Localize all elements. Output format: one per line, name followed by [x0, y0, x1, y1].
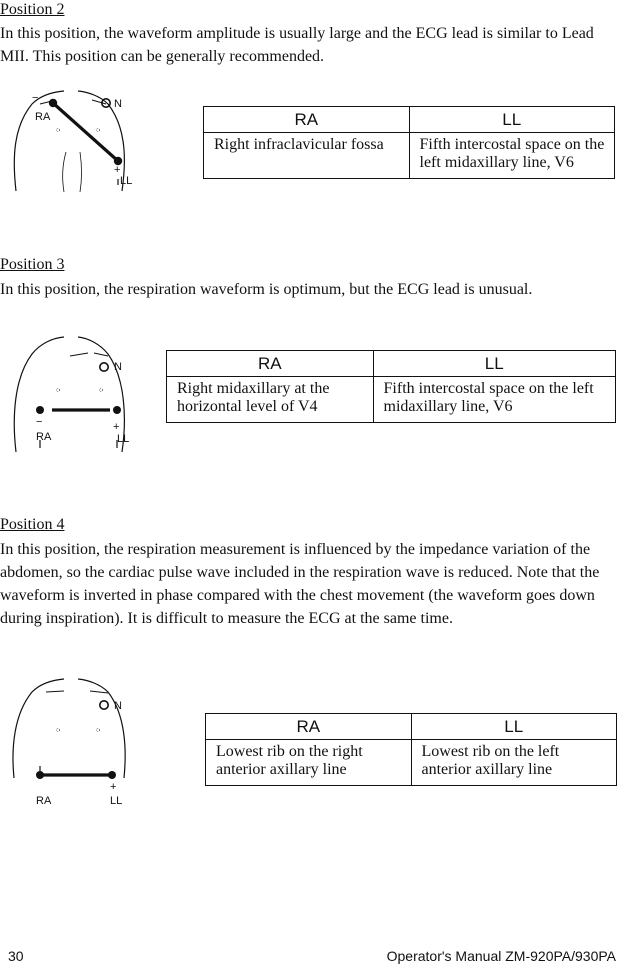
position-3-electrode-table	[166, 350, 616, 423]
position-3-description: In this position, the respiration waveform is optimum, but the ECG lead is unusual.	[0, 281, 533, 298]
ll-label: LL	[117, 433, 130, 445]
ll-column-header: LL	[409, 107, 615, 133]
ll-label: LL	[120, 175, 133, 187]
position-4-heading: Position 4	[0, 516, 65, 533]
ll-label: LL	[110, 795, 123, 807]
position-2-electrode-table	[203, 106, 615, 179]
ll-column-header: LL	[411, 714, 617, 740]
ll-electrode-icon	[113, 406, 121, 414]
ll-placement-cell: Lowest rib on the left anterior axillary line	[411, 740, 617, 786]
ra-placement-cell: Lowest rib on the right anterior axillary line	[206, 740, 412, 786]
ra-label: RA	[35, 111, 51, 123]
ra-label: RA	[36, 431, 52, 443]
position-4-torso-figure	[6, 678, 146, 808]
ll-plus-sign: +	[110, 781, 117, 793]
ra-minus-sign: −	[32, 92, 39, 104]
ll-placement-cell: Fifth intercostal space on the left midaxillary line, V6	[373, 377, 615, 423]
ll-column-header: LL	[373, 351, 615, 377]
ra-column-header: RA	[167, 351, 374, 377]
ra-minus-sign: −	[36, 768, 43, 780]
torso-diagram	[6, 86, 146, 216]
position-2-torso-figure	[6, 86, 146, 216]
position-4-description: In this position, the respiration measurement is influenced by the impedance variation of the abdomen, so the cardiac pulse wave included in the respiration wave is reduced. Note that the waveform is inverted in phase compared with the chest movement (the waveform goes down during inspiration). It is difficult to measure the ECG at the same time.	[0, 541, 600, 627]
n-label: N	[114, 98, 122, 110]
ra-placement-cell: Right midaxillary at the horizontal level of V4	[167, 377, 374, 423]
position-2-heading: Position 2	[0, 1, 65, 18]
ll-placement-cell: Fifth intercostal space on the left midaxillary line, V6	[409, 133, 615, 179]
ra-minus-sign: −	[36, 416, 43, 428]
position-4-electrode-table	[205, 713, 617, 786]
ra-column-header: RA	[206, 714, 412, 740]
n-electrode-icon	[100, 701, 108, 709]
page-number: 30	[8, 948, 24, 964]
manual-title: Operator's Manual ZM-920PA/930PA	[386, 948, 616, 964]
n-label: N	[114, 361, 122, 373]
ra-placement-cell: Right infraclavicular fossa	[204, 133, 410, 179]
ra-label: RA	[36, 795, 52, 807]
torso-diagram	[6, 330, 146, 460]
ll-plus-sign: +	[114, 164, 121, 176]
position-2-description: In this position, the waveform amplitude is usually large and the ECG lead is similar to Lead MII. This position can be generally recommended.	[0, 25, 594, 65]
n-label: N	[114, 700, 122, 712]
ll-plus-sign: +	[113, 421, 120, 433]
ra-electrode-icon	[36, 406, 44, 414]
position-3-torso-figure	[6, 330, 146, 460]
n-electrode-icon	[100, 363, 108, 371]
ra-column-header: RA	[204, 107, 410, 133]
position-3-heading: Position 3	[0, 256, 65, 273]
torso-diagram	[6, 678, 146, 808]
